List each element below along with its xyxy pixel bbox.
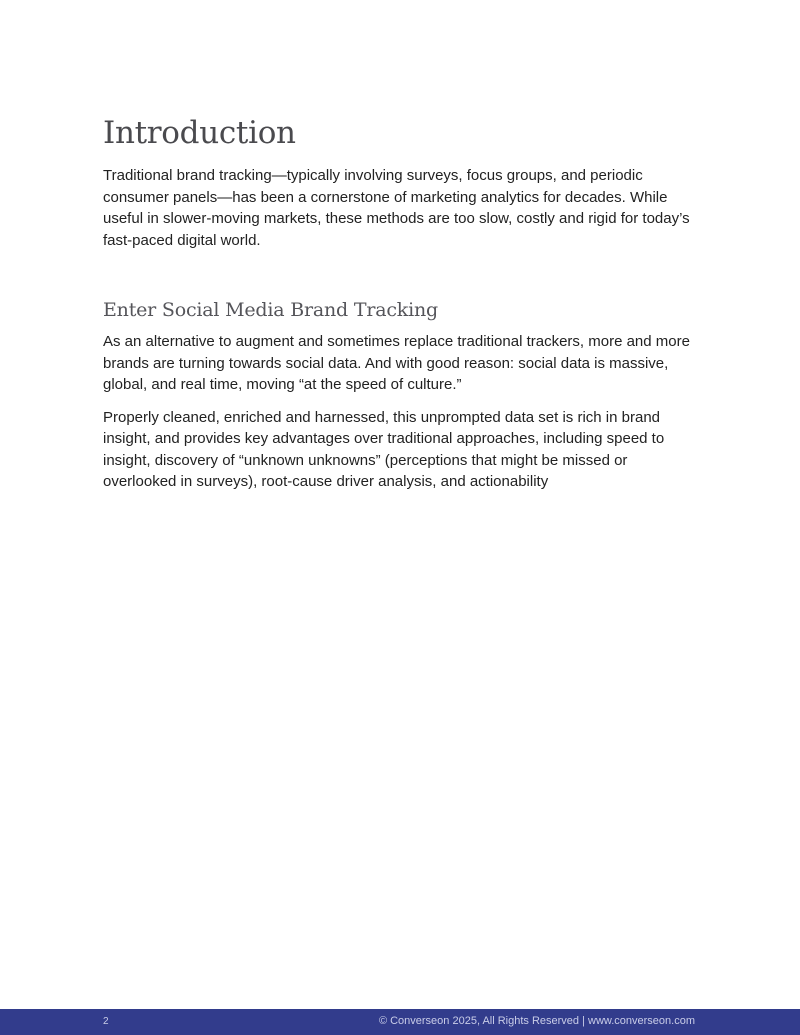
intro-paragraph: Traditional brand tracking—typically involving surveys, focus groups, and periodic consumer panels—has been a cornerstone of marketing analytics for decades. While useful in slower-moving markets, these methods are too slow, costly and rigid for today’s fast-paced digital world. (103, 167, 690, 249)
social-tracking-paragraph-2: Properly cleaned, enriched and harnessed, this unprompted data set is rich in brand insight, and provides key advantages over traditional approaches, including speed to insight, discovery of “unknown unknowns” (perceptions that might be missed or overlooked in surveys), root-cause driver analysis, and actionability (103, 408, 665, 490)
page-content (103, 112, 693, 493)
footer-copyright: © Converseon 2025, All Rights Reserved | www.converseon.com (378, 1015, 695, 1027)
page-number: 2 (103, 1016, 109, 1027)
social-tracking-paragraph-1: As an alternative to augment and sometimes replace traditional trackers, more and more brands are turning towards social data. And with good reason: social data is massive, global, and real time, moving “at the speed of culture.” (103, 333, 690, 393)
page-footer (0, 1009, 800, 1035)
section-heading-introduction: Introduction (103, 115, 296, 151)
section-heading-social-media-brand-tracking: Enter Social Media Brand Tracking (103, 299, 438, 321)
